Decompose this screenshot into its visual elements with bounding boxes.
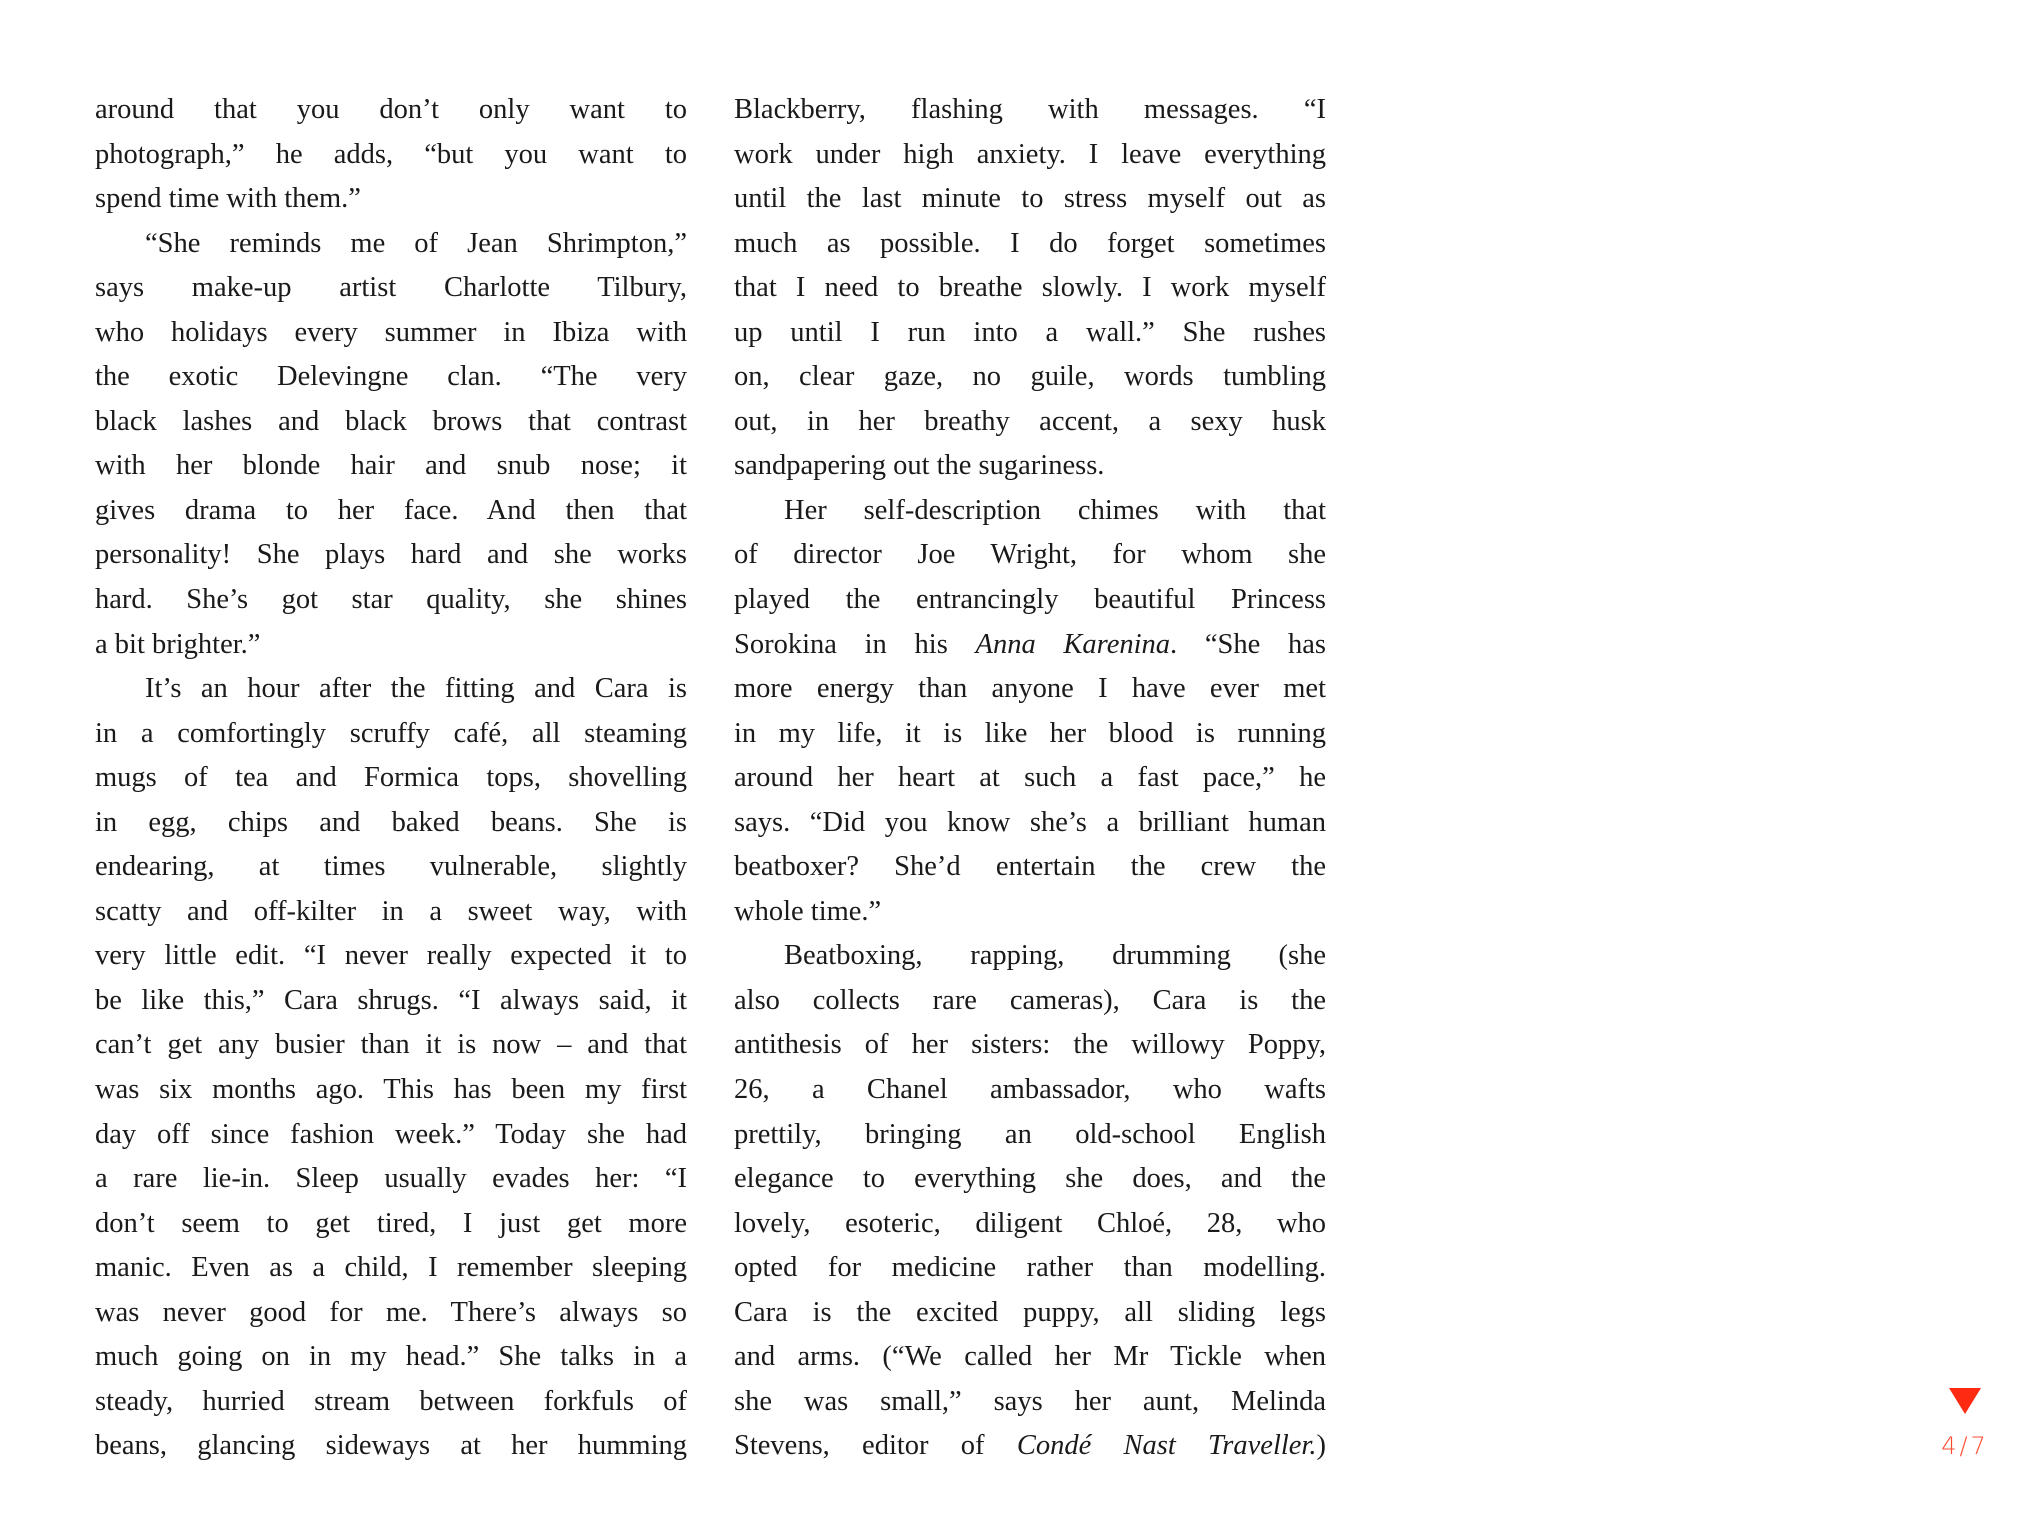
italic-title: Condé Nast Traveller. [1016,1430,1317,1462]
text-line: of director Joe Wright, for whom she [734,539,1326,571]
text-line: spend time with them.” [95,183,361,215]
text-line: antithesis of her sisters: the willowy Poppy, [734,1029,1326,1061]
text-line: out, in her breathy accent, a sexy husk [734,405,1326,437]
text-line: prettily, bringing an old-school English [734,1118,1326,1150]
text-line: on, clear gaze, no guile, words tumbling [734,361,1326,393]
text-line: she was small,” says her aunt, Melinda [734,1385,1326,1417]
text-line: steady, hurried stream between forkfuls of [95,1385,687,1417]
text-line: black lashes and black brows that contrast [95,405,687,437]
text-segment: Stevens, editor of [734,1430,1017,1462]
text-line: was never good for me. There’s always so [95,1296,687,1328]
text-line: lovely, esoteric, diligent Chloé, 28, who [734,1207,1326,1239]
page-indicator[interactable] [1930,1388,2000,1460]
text-line: mugs of tea and Formica tops, shovelling [95,762,687,794]
text-line: up until I run into a wall.” She rushes [734,316,1326,348]
text-line: says. “Did you know she’s a brilliant human [734,806,1326,838]
text-line: whole time.” [734,895,882,927]
text-line: elegance to everything she does, and the [734,1163,1326,1195]
text-line: around her heart at such a fast pace,” he [734,762,1326,794]
text-line: who holidays every summer in Ibiza with [95,316,687,348]
text-line: more energy than anyone I have ever met [734,673,1326,705]
text-line: It’s an hour after the fitting and Cara is [145,673,687,705]
text-line [734,623,1326,668]
text-line: endearing, at times vulnerable, slightly [95,851,687,883]
text-line: Cara is the excited puppy, all sliding legs [734,1296,1326,1328]
text-line: much as possible. I do forget sometimes [734,227,1326,259]
text-segment: . “She has [1170,628,1326,660]
text-line: “She reminds me of Jean Shrimpton,” [145,227,687,259]
text-line: Blackberry, flashing with messages. “I [734,94,1326,125]
text-line: until the last minute to stress myself out as [734,183,1326,215]
text-line: manic. Even as a child, I remember sleeping [95,1252,687,1284]
page-number: 4/7 [1941,1432,1989,1460]
text-line: was six months ago. This has been my first [95,1074,687,1106]
text-line: much going on in my head.” She talks in a [95,1341,687,1373]
text-line: a rare lie-in. Sleep usually evades her: “I [95,1163,687,1195]
text-line: be like this,” Cara shrugs. “I always said, it [95,984,687,1016]
text-line: says make-up artist Charlotte Tilbury, [95,272,687,304]
text-line: photograph,” he adds, “but you want to [95,138,687,170]
text-line: personality! She plays hard and she works [95,539,687,571]
triangle-down-icon[interactable] [1949,1388,1981,1414]
text-line: day off since fashion week.” Today she had [95,1118,687,1150]
text-line: beans, glancing sideways at her humming [95,1430,687,1462]
text-line: in egg, chips and baked beans. She is [95,806,687,838]
text-segment: Sorokina in his [734,628,976,660]
text-line: can’t get any busier than it is now – and that [95,1029,687,1061]
text-line: also collects rare cameras), Cara is the [734,984,1326,1016]
italic-title: Anna Karenina [975,628,1171,660]
text-line: around that you don’t only want to [95,94,687,125]
text-line: beatboxer? She’d entertain the crew the [734,851,1326,883]
text-line: Beatboxing, rapping, drumming (she [784,940,1326,972]
text-line: in a comfortingly scruffy café, all steaming [95,717,687,749]
text-line: with her blonde hair and snub nose; it [95,450,687,482]
text-line: and arms. (“We called her Mr Tickle when [734,1341,1326,1373]
text-line: work under high anxiety. I leave everything [734,138,1326,170]
text-line: the exotic Delevingne clan. “The very [95,361,687,393]
text-line: gives drama to her face. And then that [95,494,687,526]
text-line: don’t seem to get tired, I just get more [95,1207,687,1239]
article-column-right [734,88,1326,1469]
text-line [734,1424,1326,1469]
text-line: scatty and off-kilter in a sweet way, with [95,895,687,927]
text-line: a bit brighter.” [95,628,261,660]
text-line: that I need to breathe slowly. I work myself [734,272,1326,304]
text-line: played the entrancingly beautiful Princess [734,584,1326,616]
text-line: opted for medicine rather than modelling. [734,1252,1326,1284]
text-line: Her self-description chimes with that [784,494,1326,526]
text-line: sandpapering out the sugariness. [734,450,1105,482]
text-line: in my life, it is like her blood is running [734,717,1326,749]
article-column-left [95,88,687,1469]
text-line: 26, a Chanel ambassador, who wafts [734,1074,1326,1106]
text-line: very little edit. “I never really expected it to [95,940,687,972]
text-segment: ) [1316,1430,1326,1462]
text-line: hard. She’s got star quality, she shines [95,584,687,616]
